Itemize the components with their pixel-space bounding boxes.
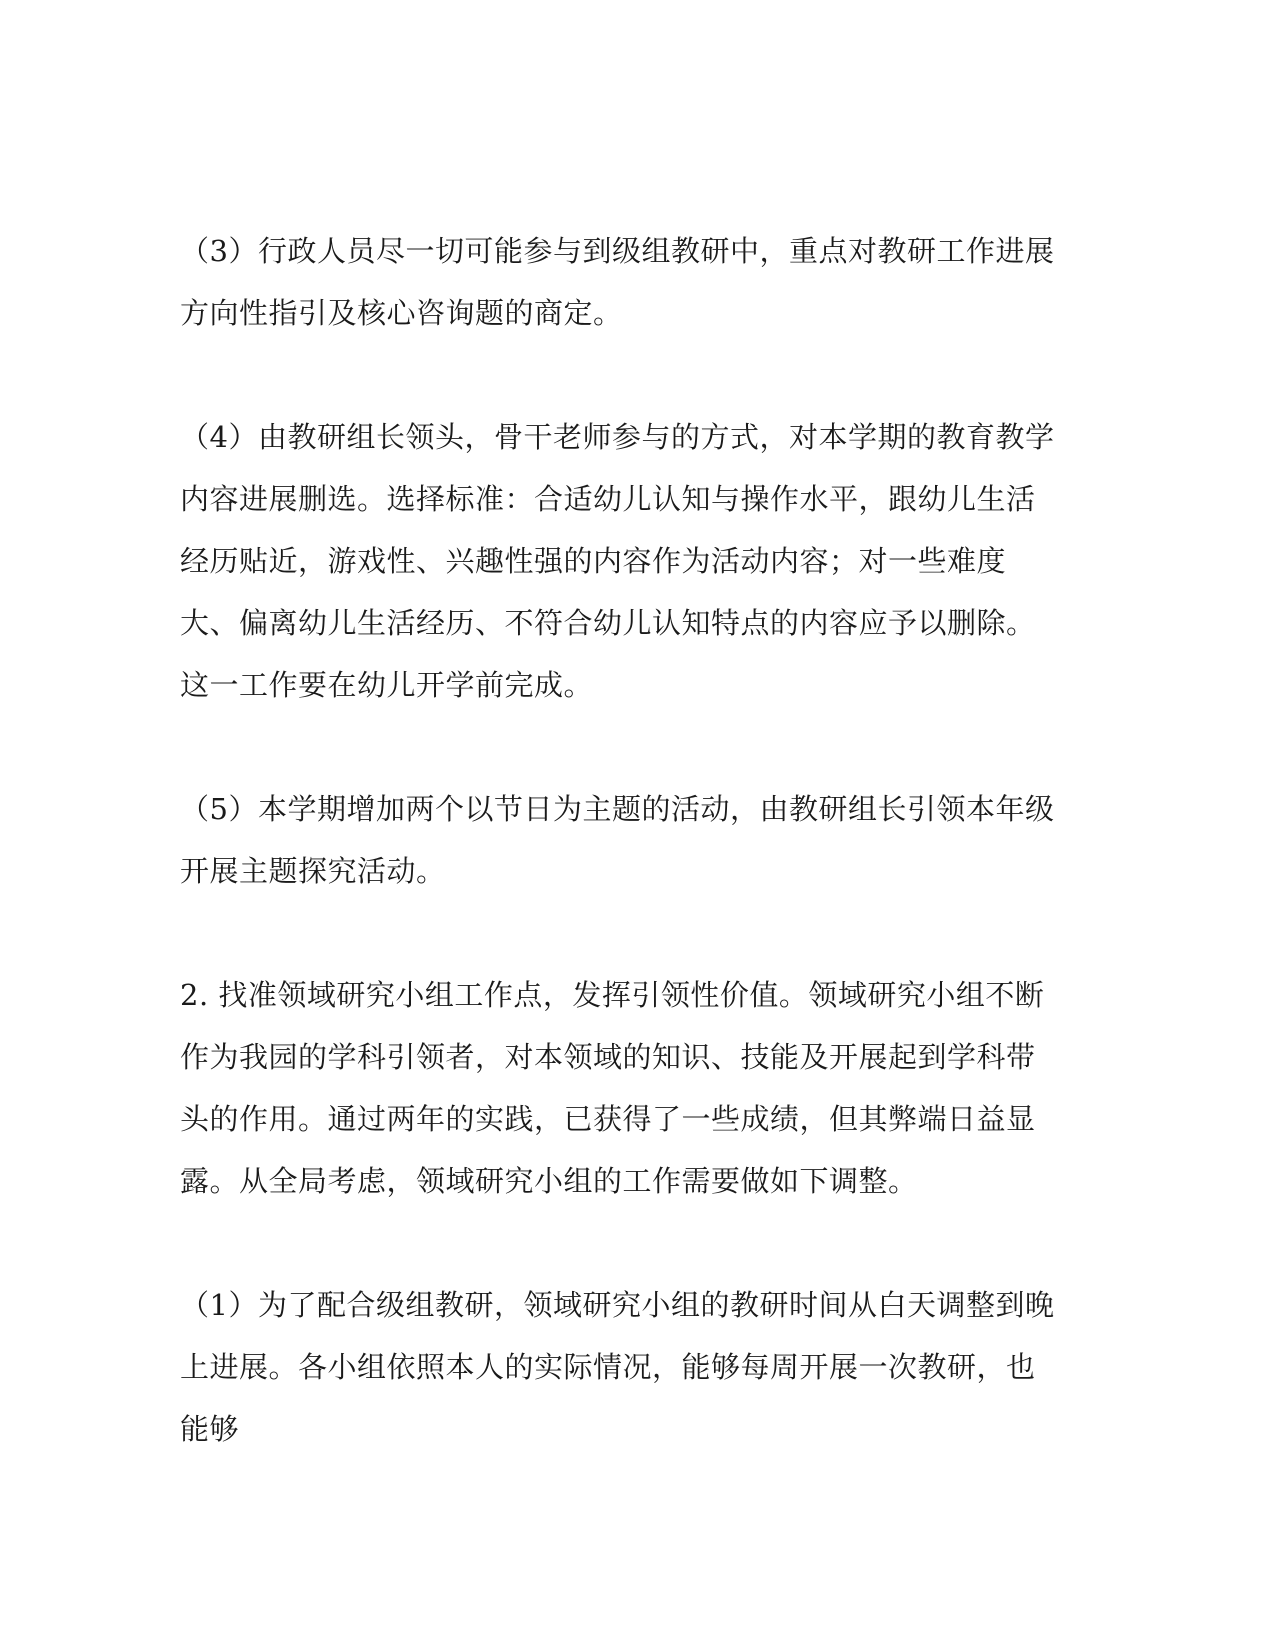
document-body: [180, 220, 1060, 1460]
paragraph-item-3: （3）行政人员尽一切可能参与到级组教研中，重点对教研工作进展方向性指引及核心咨询题的商定。: [180, 234, 1055, 330]
paragraph-item-5: （5）本学期增加两个以节日为主题的活动，由教研组长引领本年级开展主题探究活动。: [180, 792, 1055, 888]
paragraph-section-2: 2. 找准领域研究小组工作点，发挥引领性价值。领域研究小组不断作为我园的学科引领者，对本领域的知识、技能及开展起到学科带头的作用。通过两年的实践，已获得了一些成绩，但其弊端日益显露。从全局考虑，领域研究小组的工作需要做如下调整。: [180, 978, 1045, 1198]
paragraph-item-1: （1）为了配合级组教研，领域研究小组的教研时间从白天调整到晚上进展。各小组依照本人的实际情况，能够每周开展一次教研，也能够: [180, 1288, 1055, 1446]
paragraph-item-4: （4）由教研组长领头，骨干老师参与的方式，对本学期的教育教学内容进展删选。选择标准：合适幼儿认知与操作水平，跟幼儿生活经历贴近，游戏性、兴趣性强的内容作为活动内容；对一些难度大、偏离幼儿生活经历、不符合幼儿认知特点的内容应予以删除。这一工作要在幼儿开学前完成。: [180, 420, 1055, 702]
